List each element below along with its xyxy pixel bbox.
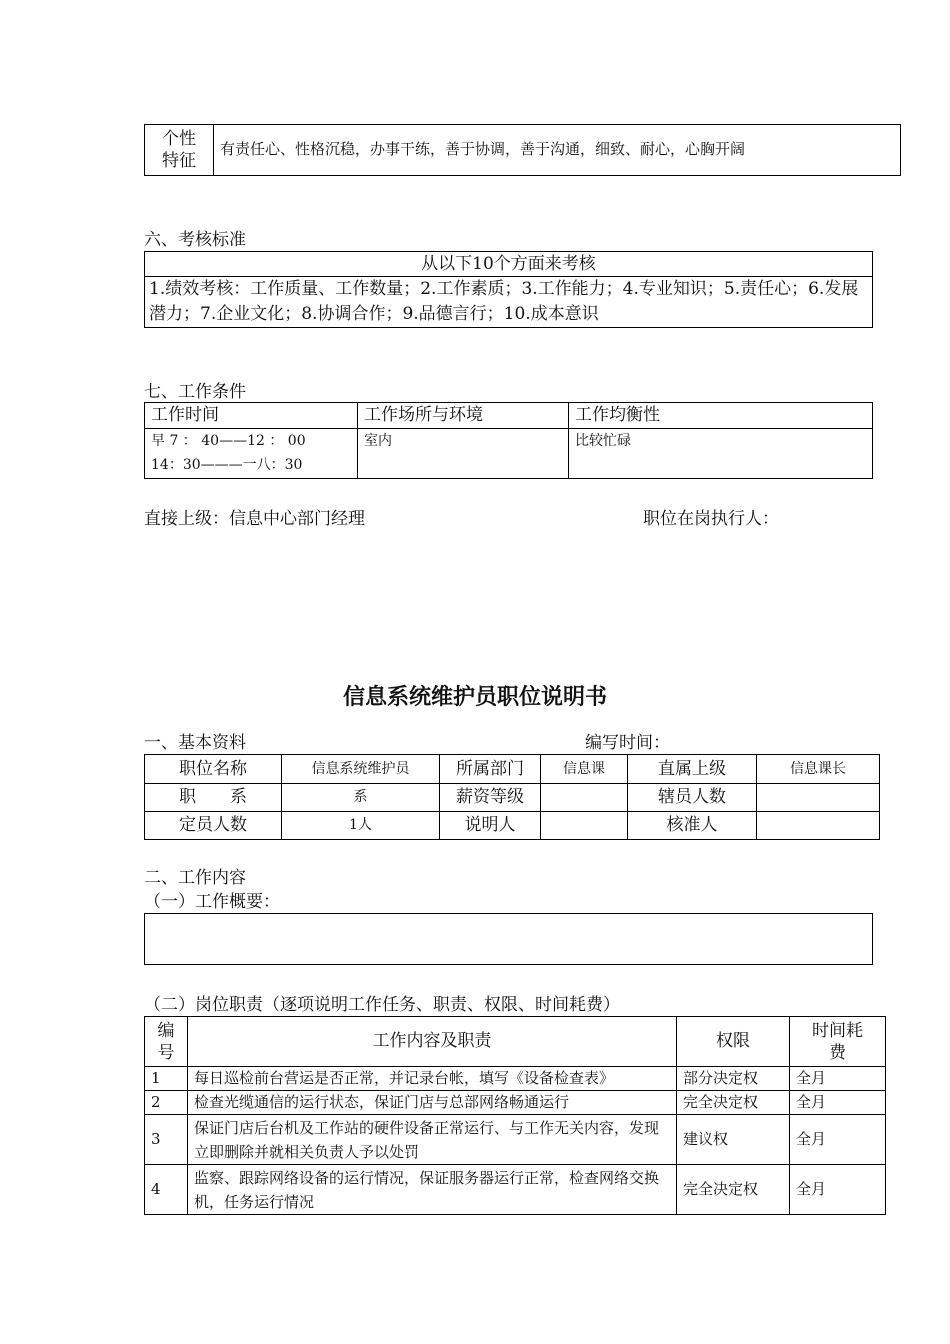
duty-authority: 建议权 — [677, 1115, 790, 1165]
basic-cell: 所属部门 — [440, 755, 541, 784]
duty-content: 每日巡检前台营运是否正常，并记录台帐，填写《设备检查表》 — [188, 1067, 677, 1091]
basic-cell — [541, 812, 628, 840]
duty-authority: 部分决定权 — [677, 1067, 790, 1091]
duty-time: 全月 — [790, 1067, 886, 1091]
basic-cell: 定员人数 — [145, 812, 282, 840]
conditions-col-time: 工作时间 — [145, 403, 358, 429]
duties-table — [144, 1016, 886, 1215]
duty-content: 保证门店后台机及工作站的硬件设备正常运行、与工作无关内容，发现立即删除并就相关负责人予以处罚 — [188, 1115, 677, 1165]
holder-line: 职位在岗执行人： — [643, 509, 779, 529]
basic-cell — [757, 784, 880, 812]
basic-cell: 辖员人数 — [628, 784, 757, 812]
assessment-items: 1.绩效考核：工作质量、工作数量；2.工作素质；3.工作能力；4.专业知识；5.责任心；6.发展潜力；7.企业文化；8.协调合作；9.品德言行；10.成本意识 — [145, 277, 873, 328]
conditions-balance: 比较忙碌 — [569, 429, 873, 479]
duty-time: 全月 — [790, 1091, 886, 1115]
conditions-heading: 七、工作条件 — [144, 382, 246, 402]
work-summary-box — [144, 913, 873, 965]
basic-cell: 1人 — [282, 812, 440, 840]
basic-cell: 说明人 — [440, 812, 541, 840]
duty-authority: 完全决定权 — [677, 1091, 790, 1115]
duty-no: 2 — [145, 1091, 188, 1115]
duties-col-time-line2: 费 — [829, 1042, 846, 1063]
duties-col-no — [145, 1017, 188, 1067]
written-time-label: 编写时间： — [585, 733, 670, 753]
basic-cell: 职位名称 — [145, 755, 282, 784]
basic-cell: 薪资等级 — [440, 784, 541, 812]
duties-col-content: 工作内容及职责 — [188, 1017, 677, 1067]
duties-heading: （二）岗位职责（逐项说明工作任务、职责、权限、时间耗费） — [144, 995, 620, 1015]
duty-no: 1 — [145, 1067, 188, 1091]
personality-value: 有责任心、性格沉稳，办事干练，善于协调，善于沟通，细致、耐心，心胸开阔 — [214, 125, 901, 176]
conditions-time-line2: 14：30———一八：30 — [151, 457, 303, 473]
duties-col-time — [790, 1017, 886, 1067]
duty-no: 3 — [145, 1115, 188, 1165]
basic-cell: 信息课 — [541, 755, 628, 784]
duties-col-no-line1: 编 — [157, 1020, 175, 1041]
basic-cell: 核准人 — [628, 812, 757, 840]
duties-col-time-line1: 时间耗 — [812, 1020, 863, 1041]
basic-cell: 系 — [282, 784, 440, 812]
assessment-table — [144, 251, 873, 328]
assessment-intro: 从以下10个方面来考核 — [145, 252, 873, 277]
personality-label-line1: 个性 — [162, 129, 196, 149]
supervisor-line: 直接上级：信息中心部门经理 — [144, 509, 365, 529]
conditions-time-line1: 早 7 ： 40——12 ： 00 — [151, 433, 306, 449]
duty-time: 全月 — [790, 1165, 886, 1215]
duty-authority: 完全决定权 — [677, 1165, 790, 1215]
conditions-col-balance: 工作均衡性 — [569, 403, 873, 429]
work-summary-heading: （一）工作概要： — [144, 892, 280, 912]
basic-cell: 职 系 — [145, 784, 282, 812]
duty-content: 检查光缆通信的运行状态，保证门店与总部网络畅通运行 — [188, 1091, 677, 1115]
work-heading: 二、工作内容 — [144, 868, 246, 888]
duty-no: 4 — [145, 1165, 188, 1215]
basic-cell: 直属上级 — [628, 755, 757, 784]
basic-heading: 一、基本资料 — [144, 733, 246, 753]
document-title: 信息系统维护员职位说明书 — [342, 685, 607, 710]
conditions-place: 室内 — [358, 429, 569, 479]
duty-content: 监察、跟踪网络设备的运行情况，保证服务器运行正常，检查网络交换机，任务运行情况 — [188, 1165, 677, 1215]
assessment-heading: 六、考核标准 — [144, 230, 246, 250]
duties-col-no-line2: 号 — [157, 1042, 175, 1063]
basic-cell — [757, 812, 880, 840]
basic-cell: 信息系统维护员 — [282, 755, 440, 784]
personality-table — [144, 124, 901, 176]
conditions-col-place: 工作场所与环境 — [358, 403, 569, 429]
conditions-time — [145, 429, 358, 479]
basic-cell — [541, 784, 628, 812]
basic-info-table — [144, 754, 880, 840]
duty-time: 全月 — [790, 1115, 886, 1165]
conditions-table — [144, 402, 873, 479]
basic-cell: 信息课长 — [757, 755, 880, 784]
personality-label-line2: 特征 — [162, 151, 196, 171]
personality-label — [145, 125, 214, 176]
duties-col-authority: 权限 — [677, 1017, 790, 1067]
